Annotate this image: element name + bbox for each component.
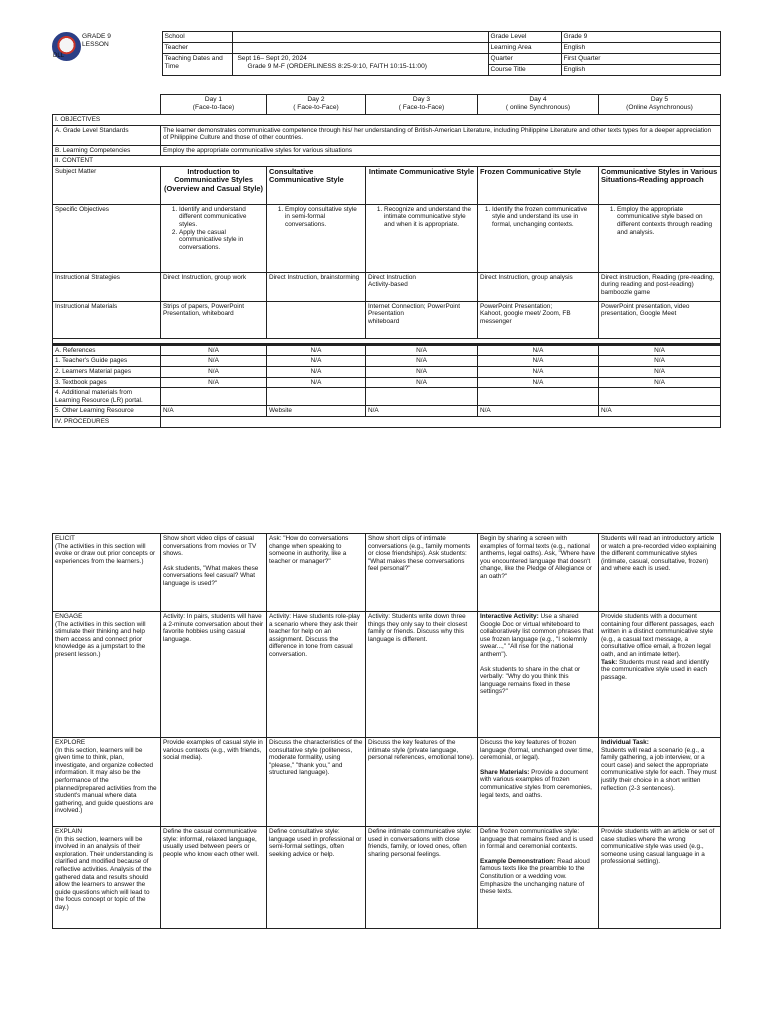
strategies-day1: Direct Instruction, group work xyxy=(161,272,267,301)
tb-day1: N/A xyxy=(161,377,267,388)
specific-day1 xyxy=(161,204,267,272)
materials-day3: Internet Connection; PowerPoint Presentation whiteboard xyxy=(366,301,478,338)
school-label: School xyxy=(162,32,232,43)
logo-text: DLL xyxy=(53,52,65,59)
lr-day2 xyxy=(267,388,366,406)
ref-day3: N/A xyxy=(366,344,478,356)
other-day3: N/A xyxy=(366,406,478,417)
teacher-label: Teacher xyxy=(162,43,232,54)
strategies-day3: Direct Instruction Activity-based xyxy=(366,272,478,301)
explain-day2: Define consultative style: language used in professional or semi-formal settings, often seeking advice or help. xyxy=(267,827,366,929)
grade-level-label: Grade Level xyxy=(488,32,561,43)
subject-day3: Intimate Communicative Style xyxy=(366,166,478,204)
explain-day3: Define intimate communicative style: used in conversations with close friends, family, or loved ones, often sharing personal feelings. xyxy=(366,827,478,929)
plan-table-top xyxy=(52,94,720,428)
doc-title-line2: LESSON xyxy=(82,40,109,48)
tg-day1: N/A xyxy=(161,356,267,367)
specific-day5 xyxy=(599,204,721,272)
procedures-section: IV. PROCEDURES xyxy=(53,416,161,427)
specific-day5-item1: 1. Employ the appropriate communicative style based on different contexts through reading and analysis. xyxy=(617,206,718,236)
day1-header: Day 1 (Face-to-face) xyxy=(161,95,267,115)
specific-day2-item1: 1. Employ consultative style in semi-formal conversations. xyxy=(285,206,363,229)
elicit-day1: Show short video clips of casual conversations from movies or TV shows. Ask students, "What makes these conversations feel casual? What language is used?" xyxy=(161,534,267,612)
tg-day5: N/A xyxy=(599,356,721,367)
objectives-section: I. OBJECTIVES xyxy=(53,115,721,126)
subject-day2: Consultative Communicative Style xyxy=(267,166,366,204)
specific-day2 xyxy=(267,204,366,272)
ref-day2: N/A xyxy=(267,344,366,356)
tb-label: 3. Textbook pages xyxy=(53,377,161,388)
day4-header: Day 4 ( online Synchronous) xyxy=(478,95,599,115)
other-day1: N/A xyxy=(161,406,267,417)
subject-day1: Introduction to Communicative Styles (Overview and Casual Style) xyxy=(161,166,267,204)
tb-day3: N/A xyxy=(366,377,478,388)
dates-value-line1: Sept 16– Sept 20, 2024 xyxy=(237,55,307,62)
strategies-label: Instructional Strategies xyxy=(53,272,161,301)
strategies-day4: Direct Instruction, group analysis xyxy=(478,272,599,301)
explore-day3: Discuss the key features of the intimate style (private language, personal references, emotional tone). xyxy=(366,738,478,827)
plan-table xyxy=(52,94,721,428)
course-title-label: Course Title xyxy=(488,65,561,76)
explore-label: EXPLORE (In this section, learners will be given time to think, plan, investigate, and organize collected information. It may also be the performance of the planned/prepared activities from the student's manual where data gathering, and guide questions are involved.) xyxy=(53,738,161,827)
day5-header: Day 5 (Online Asynchronous) xyxy=(599,95,721,115)
standards-text: The learner demonstrates communicative competence through his/ her understanding of British-American Literature, including Philippine Literature and other texts types for a deeper appreciation of Philippine Culture and those of other countries. xyxy=(161,125,721,145)
tg-day4: N/A xyxy=(478,356,599,367)
subject-day5: Communicative Styles in Various Situations-Reading approach xyxy=(599,166,721,204)
explore-day2: Discuss the characteristics of the consultative style (politeness, moderate formality, using "please," "thank you," and structured language). xyxy=(267,738,366,827)
explain-label: EXPLAIN (In this section, learners will be involved in an analysis of their exploration. Their understanding is clarified and modified because of reflective activities. Analysis of the gathered data and results should allow the learners to answer the guide questions which will lead to the focus concept or topic of the day.) xyxy=(53,827,161,929)
explore-day4: Discuss the key features of frozen language (formal, unchanged over time, ceremonial, or legal). Share Materials: Provide a document with various examples of frozen communicative styles from ceremonies, legal texts, and oaths. xyxy=(478,738,599,827)
specific-day1-item2: 2. Apply the casual communicative style in conversations. xyxy=(179,229,264,252)
competencies-label: B. Learning Competencies xyxy=(53,145,161,156)
materials-day1: Strips of papers, PowerPoint Presentation, whiteboard xyxy=(161,301,267,338)
lr-day3 xyxy=(366,388,478,406)
ref-day1: N/A xyxy=(161,344,267,356)
explore-day1: Provide examples of casual style in various contexts (e.g., with friends, social media). xyxy=(161,738,267,827)
doc-title-line1: GRADE 9 xyxy=(82,32,111,40)
lm-day2: N/A xyxy=(267,366,366,377)
teacher-value xyxy=(232,43,488,54)
materials-day5: PowerPoint presentation, video presentation, Google Meet xyxy=(599,301,721,338)
specific-day3 xyxy=(366,204,478,272)
engage-day4: Interactive Activity: Use a shared Google Doc or virtual whiteboard to collaboratively list common phrases that use frozen language (e.g., "I solemnly swear...," "All rise for the national anthem"). Ask students to share in the chat or verbally: "Why do you think this language remains fixed in these settings?" xyxy=(478,612,599,738)
learning-area-label: Learning Area xyxy=(488,43,561,54)
tb-day5: N/A xyxy=(599,377,721,388)
specific-day1-item1: 1. Identify and understand different communicative styles. xyxy=(179,206,264,229)
elicit-day3: Show short clips of intimate conversations (e.g., family moments or close friendships). Ask students: "What makes these conversations feel personal?" xyxy=(366,534,478,612)
lm-day1: N/A xyxy=(161,366,267,377)
course-title-value: English xyxy=(561,65,720,76)
subject-day4: Frozen Communicative Style xyxy=(478,166,599,204)
standards-label: A. Grade Level Standards xyxy=(53,125,161,145)
elicit-day5: Students will read an introductory article or watch a pre-recorded video explaining the different communicative styles (intimate, casual, consultative, frozen) and where each is used. xyxy=(599,534,721,612)
engage-label: ENGAGE (The activities in this section will stimulate their thinking and help them access and connect prior knowledge as a jumpstart to the present lesson.) xyxy=(53,612,161,738)
explain-day1: Define the casual communicative style: informal, relaxed language, usually used between peers or people who know each other well. xyxy=(161,827,267,929)
quarter-label: Quarter xyxy=(488,54,561,65)
procedures-table xyxy=(52,533,721,929)
competencies-text: Employ the appropriate communicative styles for various situations xyxy=(161,145,721,156)
other-day2: Website xyxy=(267,406,366,417)
tb-day2: N/A xyxy=(267,377,366,388)
other-day4: N/A xyxy=(478,406,599,417)
engage-day2: Activity: Have students role-play a scenario where they ask their teacher for help on an assignment. Discuss the difference in tone from casual conversation. xyxy=(267,612,366,738)
procedures-blank xyxy=(161,416,721,427)
explain-day4: Define frozen communicative style: language that remains fixed and is used in formal and ceremonial contexts. Example Demonstration: Read aloud famous texts like the preamble to the Constitution or a wedding vow. Emphasize the unchanging nature of these texts. xyxy=(478,827,599,929)
engage-day5: Provide students with a document containing four different passages, each written in a distinct communicative style (e.g., a casual text message, a consultative office email, a frozen legal oath, and an intimate letter). Task: Students must read and identify the communicative style used in each passage. xyxy=(599,612,721,738)
dates-label: Teaching Dates and Time xyxy=(162,54,232,76)
tb-day4: N/A xyxy=(478,377,599,388)
explore-day5: Individual Task: Students will read a scenario (e.g., a family gathering, a job interview, or a court case) and select the appropriate communicative style for each. They must justify their choice in a short written reflection (2-3 sentences). xyxy=(599,738,721,827)
school-value xyxy=(232,32,488,43)
specific-day4-item1: 1. Identify the frozen communicative style and understand its use in formal, unchanging contexts. xyxy=(492,206,596,229)
header-table xyxy=(52,31,721,76)
engage-day1: Activity: In pairs, students will have a 2-minute conversation about their favorite hobbies using casual language. xyxy=(161,612,267,738)
quarter-value: First Quarter xyxy=(561,54,720,65)
materials-day4: PowerPoint Presentation; Kahoot, google meet/ Zoom, FB messenger xyxy=(478,301,599,338)
ref-day5: N/A xyxy=(599,344,721,356)
plan-table-bottom xyxy=(52,533,720,929)
lr-day4 xyxy=(478,388,599,406)
explain-day5: Provide students with an article or set of case studies where the wrong communicative style was used (e.g., someone using casual language in a professional setting). xyxy=(599,827,721,929)
engage-day3: Activity: Students write down three things they only say to their closest family or friends. Discuss why this language is different. xyxy=(366,612,478,738)
dates-value-line2: Grade 9 M-F (ORDERLINESS 8:25-9:10, FAITH 10:15-11:00) xyxy=(247,62,427,70)
strategies-day2: Direct Instruction, brainstorming xyxy=(267,272,366,301)
specific-day3-item1: 1. Recognize and understand the intimate communicative style and when it is appropriate. xyxy=(384,206,475,229)
other-day5: N/A xyxy=(599,406,721,417)
tg-day3: N/A xyxy=(366,356,478,367)
header-block xyxy=(52,31,720,76)
grade-level-value: Grade 9 xyxy=(561,32,720,43)
references-label: A. References xyxy=(53,344,161,356)
day3-header: Day 3 ( Face-to-Face) xyxy=(366,95,478,115)
elicit-label: ELICIT (The activities in this section will evoke or draw out prior concepts or experiences from the learners.) xyxy=(53,534,161,612)
lr-day5 xyxy=(599,388,721,406)
content-section: II. CONTENT xyxy=(53,156,721,167)
lm-day5: N/A xyxy=(599,366,721,377)
elicit-day2: Ask: "How do conversations change when speaking to someone in authority, like a teacher or manager?" xyxy=(267,534,366,612)
lm-day3: N/A xyxy=(366,366,478,377)
other-label: 5. Other Learning Resource xyxy=(53,406,161,417)
strategies-day5: Direct instruction, Reading (pre-reading, during reading and post-reading) bamboozle game xyxy=(599,272,721,301)
tg-label: 1. Teacher's Guide pages xyxy=(53,356,161,367)
specific-label: Specific Objectives xyxy=(53,204,161,272)
doc-title-cell xyxy=(52,32,162,76)
learning-area-value: English xyxy=(561,43,720,54)
lm-day4: N/A xyxy=(478,366,599,377)
tg-day2: N/A xyxy=(267,356,366,367)
ref-day4: N/A xyxy=(478,344,599,356)
subject-label: Subject Matter xyxy=(53,166,161,204)
materials-label: Instructional Materials xyxy=(53,301,161,338)
lm-label: 2. Learners Material pages xyxy=(53,366,161,377)
lr-day1 xyxy=(161,388,267,406)
dates-value xyxy=(232,54,488,76)
materials-day2 xyxy=(267,301,366,338)
elicit-day4: Begin by sharing a screen with examples of formal texts (e.g., national anthems, legal oaths). Ask, "Where have you encountered language that doesn't change, like the Pledge of Allegiance or an oath?" xyxy=(478,534,599,612)
lr-label: 4. Additional materials from Learning Resource (LR) portal. xyxy=(53,388,161,406)
specific-day4 xyxy=(478,204,599,272)
blank-corner xyxy=(53,95,161,115)
day2-header: Day 2 ( Face-to-Face) xyxy=(267,95,366,115)
